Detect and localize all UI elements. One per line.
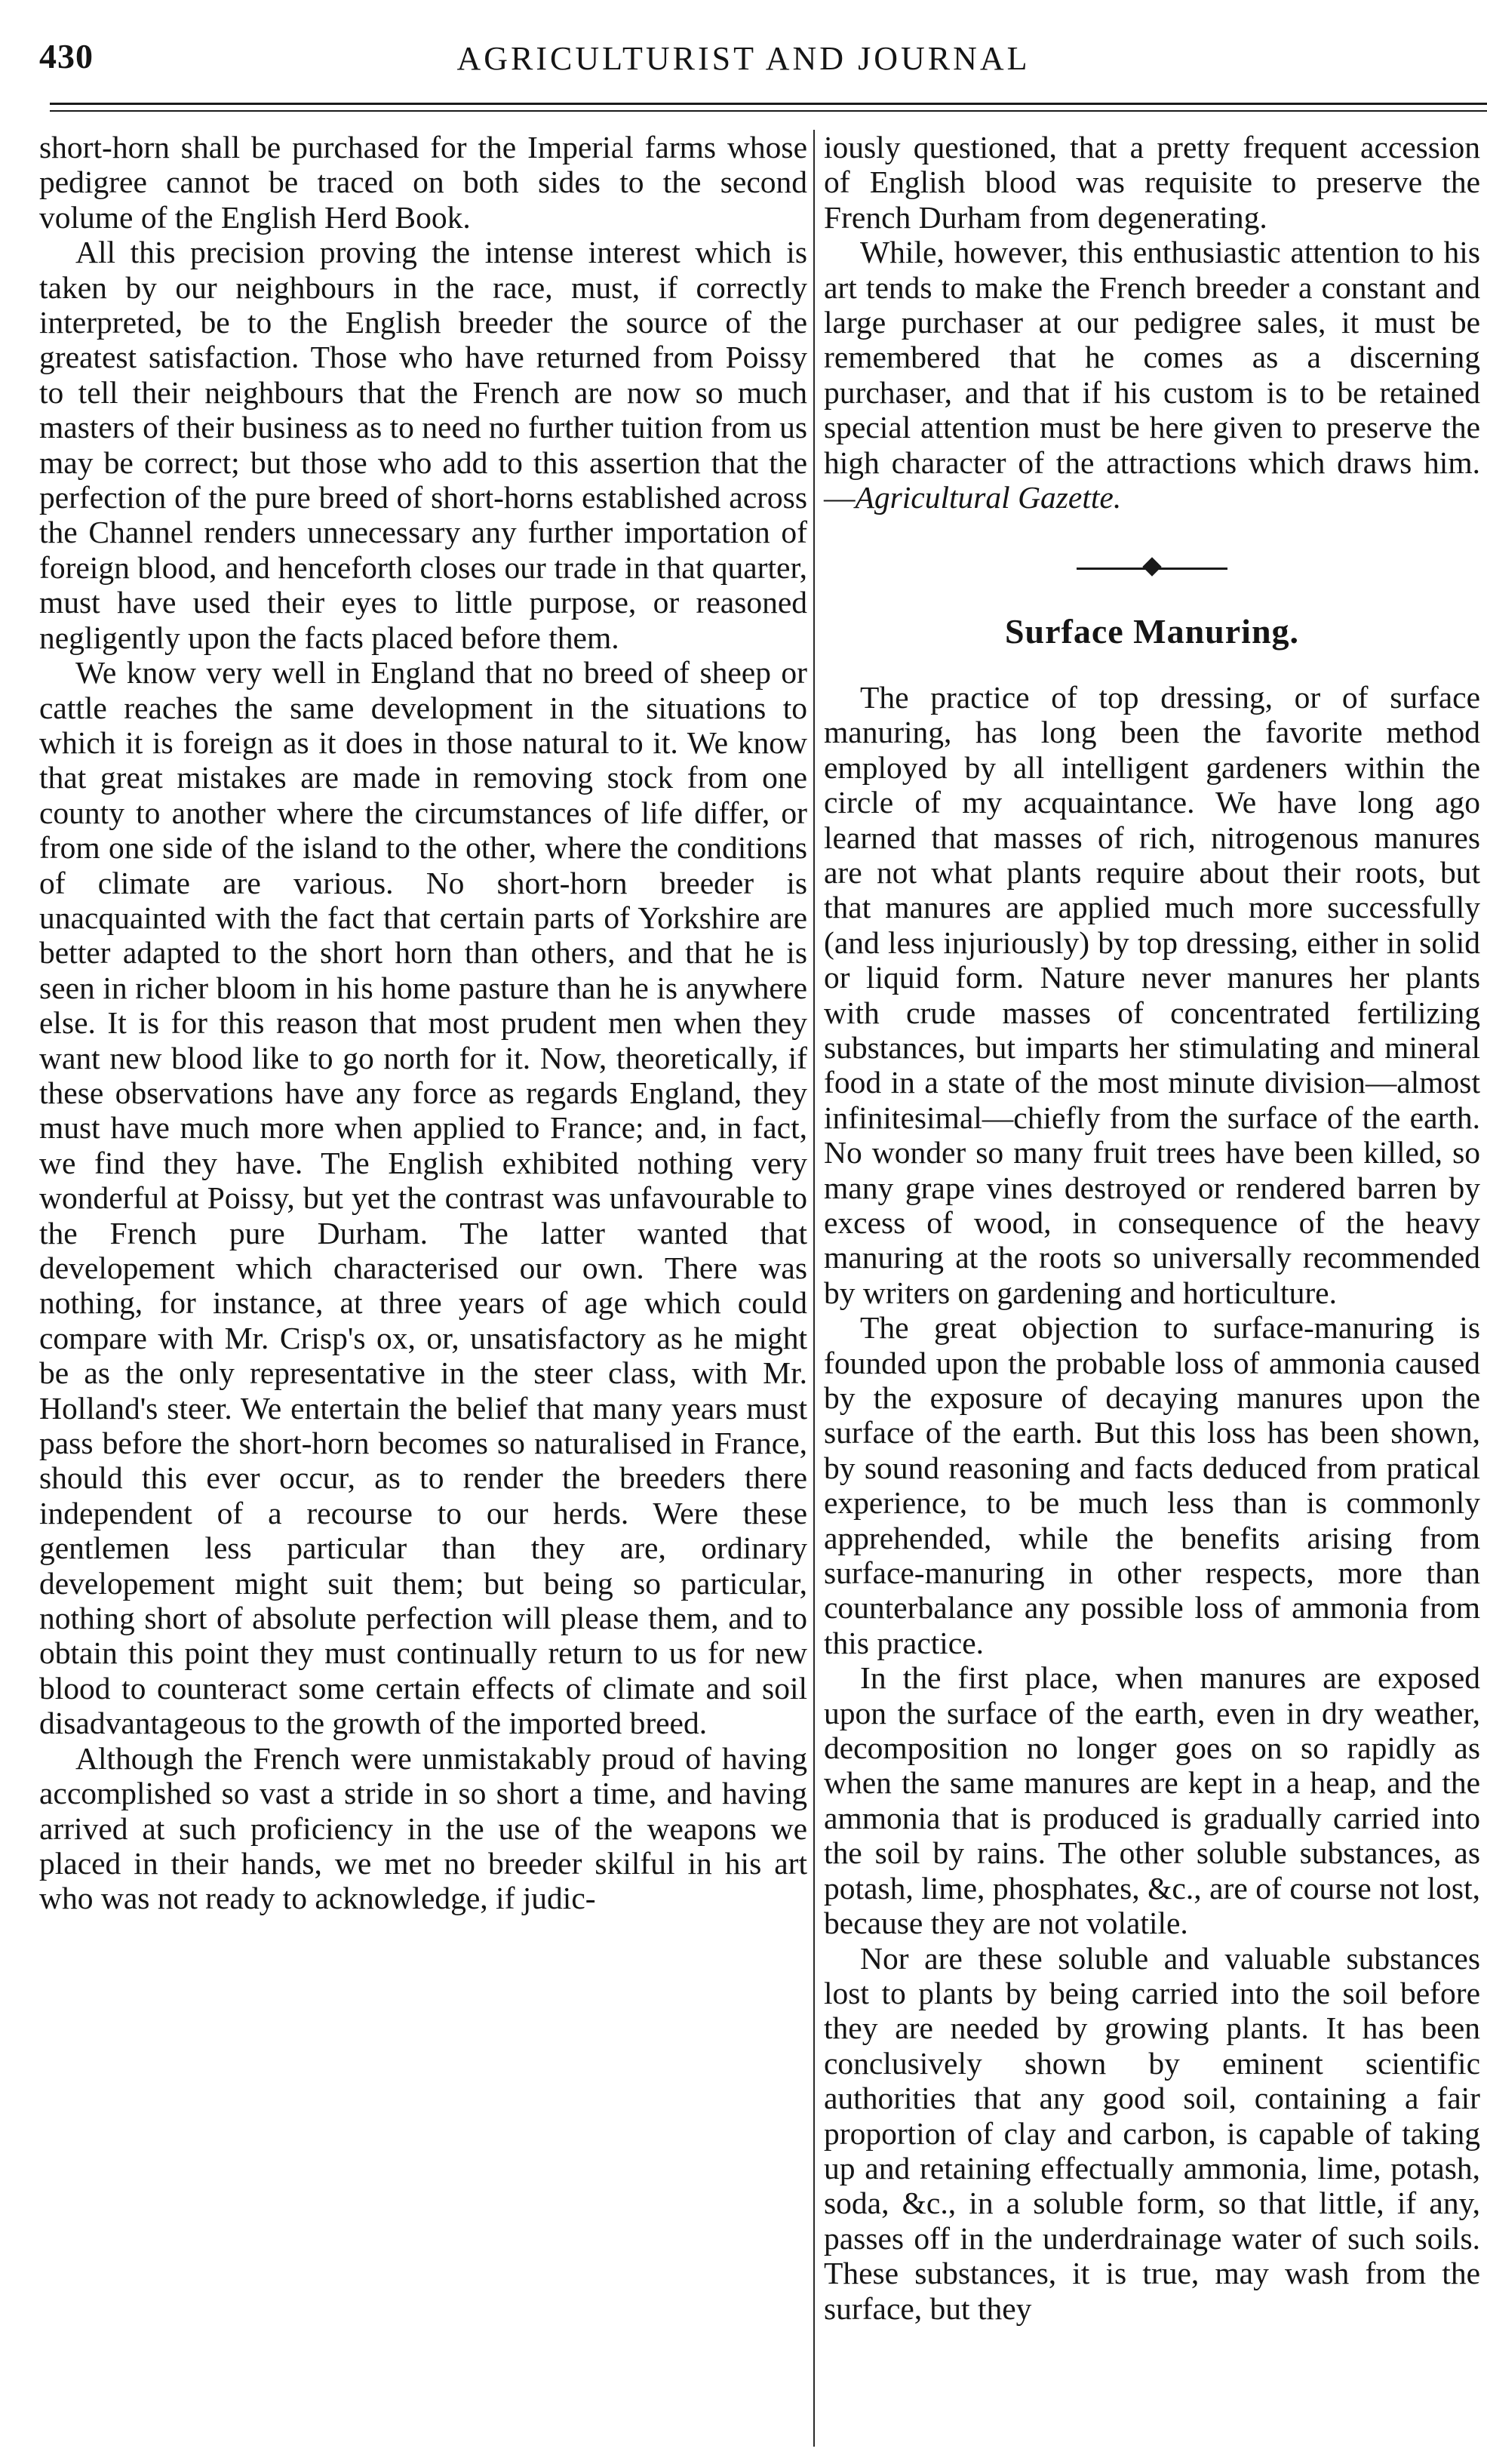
right-paragraph-1: iously questioned, that a pretty frequent accession of English blood was requisite to preserve the French Durham from degenerating.	[824, 130, 1480, 235]
page-number: 430	[39, 37, 94, 75]
left-paragraph-1: short-horn shall be purchased for the Imperial farms whose pedigree cannot be traced on both sides to the second volume of the English Herd Book.	[39, 130, 807, 235]
left-paragraph-4: Although the French were unmistakably proud of having accomplished so vast a stride in so short a time, and having arrived at such proficiency in the use of the weapons we placed in their hands, we met no breeder skilful in his art who was not ready to acknowledge, if judic-	[39, 1740, 807, 1916]
surface-paragraph-3: In the first place, when manures are exposed upon the surface of the earth, even in dry weather, decomposition no longer goes on so rapidly as when the same manures are kept in a heap, and the ammonia that is produced is gradually carried into the soil by rains. The other soluble substances, as potash, lime, phosphates, &c., are of course not lost, because they are not volatile.	[824, 1660, 1480, 1941]
diamond-ornament-icon	[1142, 558, 1161, 577]
header-rule-lower	[50, 110, 1487, 112]
column-divider	[813, 130, 815, 2447]
right-paragraph-2-text: While, however, this enthusiastic attention to his art tends to make the French breeder a constant and large purchaser at our pedigree sales, it must be remembered that he comes as a discerning purchaser, and that if his custom is to be retained special attention must be here given to preserve the high character of the attractions which draws him.—	[824, 235, 1480, 515]
section-heading: Surface Manuring.	[1004, 612, 1300, 651]
left-column	[39, 130, 807, 1916]
left-paragraph-3: We know very well in England that no breed of sheep or cattle reaches the same development in the situations to which it is foreign as it does in those natural to it. We know that great mistakes are made in removing stock from one county to another where the circumstances of life differ, or from one side of the island to the other, where the conditions of climate are various. No short-horn breeder is unacquainted with the fact that certain parts of Yorkshire are better adapted to the short horn than others, and that he is seen in richer bloom in his home pasture than he is anywhere else. It is for this reason that most prudent men when they want new blood like to go north for it. Now, theoretically, if these observations have any force as regards England, they must have much more when applied to France; and, in fact, we find they have. The English exhibited nothing very wonderful at Poissy, but yet the contrast was unfavourable to the French pure Durham. The latter wanted that developement which characterised our own. There was nothing, for instance, at three years of age which could compare with Mr. Crisp's ox, or, unsatisfactory as he might be as the only representative in the steer class, with Mr. Holland's steer. We entertain the belief that many years must pass before the short-horn becomes so naturalised in France, should this ever occur, as to render the breeders there independent of a recourse to our herds. Were these gentlemen less particular than they are, ordinary developement might suit them; but being so particular, nothing short of absolute perfection will please them, and to obtain this point they must continually return to us for new blood to counteract some certain effects of climate and soil disadvantageous to the growth of the imported breed.	[39, 655, 807, 1741]
right-column	[824, 130, 1480, 2326]
source-credit: Agricultural Gazette.	[855, 480, 1122, 515]
surface-paragraph-1: The practice of top dressing, or of surface manuring, has long been the favorite method employed by all intelligent gardeners within the circle of my acquaintance. We have long ago learned that masses of rich, nitrogenous manures are not what plants require about their roots, but that manures are applied much more successfully (and less injuriously) by top dressing, either in solid or liquid form. Nature never manures her plants with crude masses of concentrated fertilizing substances, but imparts her stimulating and mineral food in a state of the most minute division—almost infinitesimal—chiefly from the surface of the earth. No wonder so many fruit trees have been killed, so many grape vines destroyed or rendered barren by excess of wood, in consequence of the heavy manuring at the roots so universally recommended by writers on gardening and horticulture.	[824, 679, 1480, 1310]
surface-paragraph-4: Nor are these soluble and valuable substances lost to plants by being carried into the soil before they are needed by growing plants. It has been conclusively shown by eminent scientific authorities that any good soil, containing a fair proportion of clay and carbon, is capable of taking up and retaining effectually ammonia, lime, potash, soda, &c., in a soluble form, so that little, if any, passes off in the underdrainage water of such soils. These substances, it is true, may wash from the surface, but they	[824, 1940, 1480, 2326]
right-paragraph-2	[824, 235, 1480, 515]
running-title: AGRICULTURIST AND JOURNAL	[456, 40, 1031, 77]
surface-paragraph-2: The great objection to surface-manuring is founded upon the probable loss of ammonia caused by the exposure of decaying manures upon the surface of the earth. But this loss has been shown, by sound reasoning and facts deduced from pratical experience, to be much less than is commonly apprehended, while the benefits arising from surface-manuring in other respects, more than counterbalance any possible loss of ammonia from this practice.	[824, 1310, 1480, 1660]
section-divider-ornament	[1077, 549, 1227, 587]
header-rule-upper	[50, 103, 1487, 105]
left-paragraph-2: All this precision proving the intense interest which is taken by our neighbours in the race, must, if correctly interpreted, be to the English breeder the source of the greatest satisfaction. Those who have returned from Poissy to tell their neighbours that the French are now so much masters of their business as to need no further tuition from us may be correct; but those who add to this assertion that the perfection of the pure breed of short-horns established across the Channel renders unnecessary any further importation of foreign blood, and henceforth closes our trade in that quarter, must have used their eyes to little purpose, or reasoned negligently upon the facts placed before them.	[39, 235, 807, 655]
